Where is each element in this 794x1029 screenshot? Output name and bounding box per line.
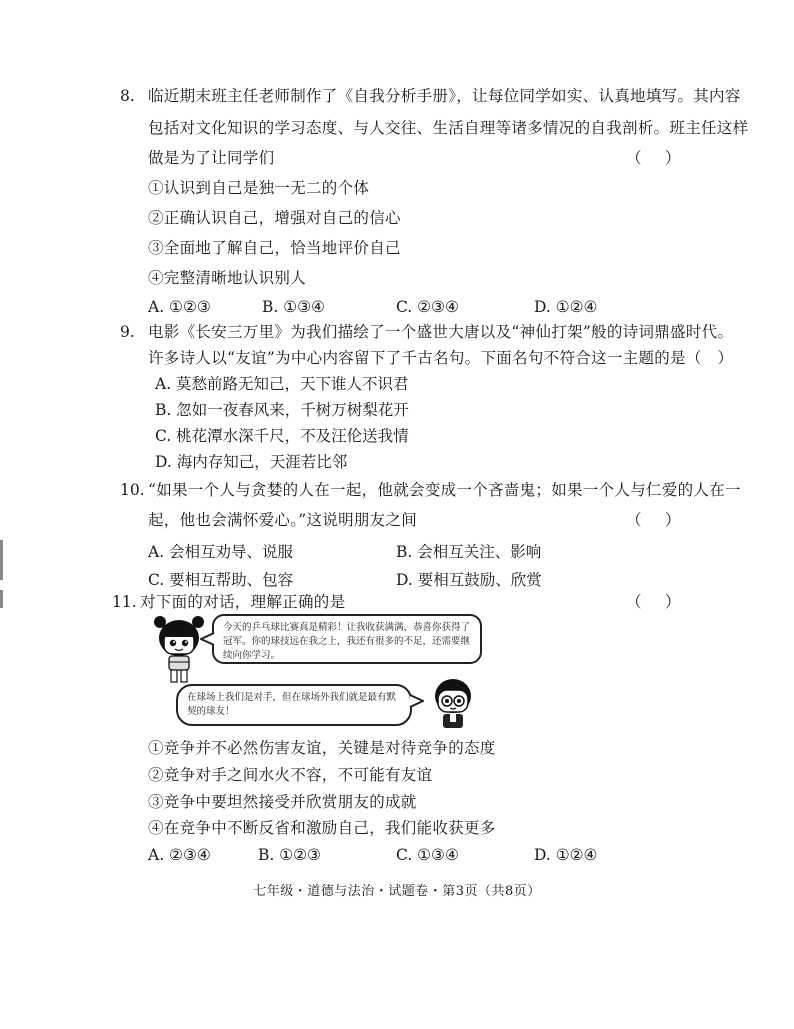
statement-item: ②竞争对手之间水火不容，不可能有友谊: [148, 766, 433, 784]
question-number: 8.: [120, 87, 135, 105]
question-text: 做是为了让同学们: [148, 149, 275, 167]
bubble-tail-icon: [408, 694, 424, 708]
answer-blank[interactable]: （ ）: [626, 149, 685, 167]
statement-item: ②正确认识自己，增强对自己的信心: [148, 209, 401, 227]
question-text: “如果一个人与贪婪的人在一起，他就会变成一个吝啬鬼；如果一个人与仁爱的人在一: [148, 481, 741, 499]
scan-edge-mark: [0, 540, 3, 580]
answer-option-b[interactable]: B. ①②③: [258, 846, 321, 864]
speech-bubble-boy: [176, 684, 412, 726]
answer-option-d[interactable]: D. ①②④: [534, 298, 598, 316]
statement-item: ①认识到自己是独一无二的个体: [148, 179, 370, 197]
question-text: 对下面的对话，理解正确的是: [140, 593, 346, 611]
answer-option-b[interactable]: B. ①③④: [262, 298, 325, 316]
answer-option-d[interactable]: D. 海内存知己，天涯若比邻: [155, 453, 348, 471]
answer-blank[interactable]: （ ）: [626, 593, 685, 611]
question-text: 电影《长安三万里》为我们描绘了一个盛世大唐以及“神仙打架”般的诗词鼎盛时代。: [148, 323, 734, 341]
answer-option-b[interactable]: B. 会相互关注、影响: [396, 543, 542, 561]
answer-blank[interactable]: （ ）: [626, 511, 685, 529]
answer-option-c[interactable]: C. ②③④: [396, 298, 459, 316]
answer-option-a[interactable]: A. 会相互劝导、说服: [148, 543, 294, 561]
answer-option-a[interactable]: A. 莫愁前路无知己，天下谁人不识君: [155, 375, 409, 393]
answer-option-c[interactable]: C. ①③④: [396, 846, 459, 864]
answer-option-d[interactable]: D. 要相互鼓励、欣赏: [396, 571, 542, 589]
speech-bubble-girl: [212, 614, 482, 664]
question-number: 10.: [120, 481, 145, 499]
question-text: 起，他也会满怀爱心。”这说明朋友之间: [148, 511, 418, 529]
answer-option-a[interactable]: A. ②③④: [148, 846, 211, 864]
speech-bubble-text: 在球场上我们是对手，但在球场外我们就是最有默契的球友！: [187, 692, 397, 717]
statement-item: ④完整清晰地认识别人: [148, 269, 307, 287]
statement-item: ①竞争并不必然伤害友谊，关键是对待竞争的态度: [148, 739, 496, 757]
statement-item: ③竞争中要坦然接受并欣赏朋友的成就: [148, 793, 417, 811]
question-text: 临近期末班主任老师制作了《自我分析手册》，让每位同学如实、认真地填写。其内容: [148, 87, 741, 105]
answer-option-a[interactable]: A. ①②③: [148, 298, 211, 316]
boy-cartoon-icon: [428, 676, 478, 732]
answer-option-d[interactable]: D. ①②④: [534, 846, 598, 864]
statement-item: ③全面地了解自己，恰当地评价自己: [148, 239, 401, 257]
page-footer: 七年级・道德与法治・试题卷・第3页（共8页）: [253, 884, 541, 899]
scan-edge-mark: [0, 590, 3, 608]
answer-option-b[interactable]: B. 忽如一夜春风来，千树万树梨花开: [155, 401, 409, 419]
question-number: 11.: [112, 593, 137, 611]
speech-bubble-text: 今天的乒乓球比赛真是精彩！让我收获满满，恭喜你获得了冠军。你的球技远在我之上，我还有很多的不足，还需要继续向你学习。: [223, 622, 471, 661]
bubble-tail-icon: [200, 632, 216, 646]
answer-option-c[interactable]: C. 要相互帮助、包容: [148, 571, 294, 589]
question-text: 包括对文化知识的学习态度、与人交往、生活自理等诸多情况的自我剖析。班主任这样: [148, 119, 749, 137]
question-number: 9.: [120, 323, 135, 341]
girl-cartoon-icon: [150, 614, 208, 686]
question-text: 许多诗人以“友谊”为中心内容留下了千古名句。下面名句不符合这一主题的是（ ）: [148, 349, 734, 367]
statement-item: ④在竞争中不断反省和激励自己，我们能收获更多: [148, 819, 496, 837]
answer-option-c[interactable]: C. 桃花潭水深千尺，不及汪伦送我情: [155, 427, 409, 445]
